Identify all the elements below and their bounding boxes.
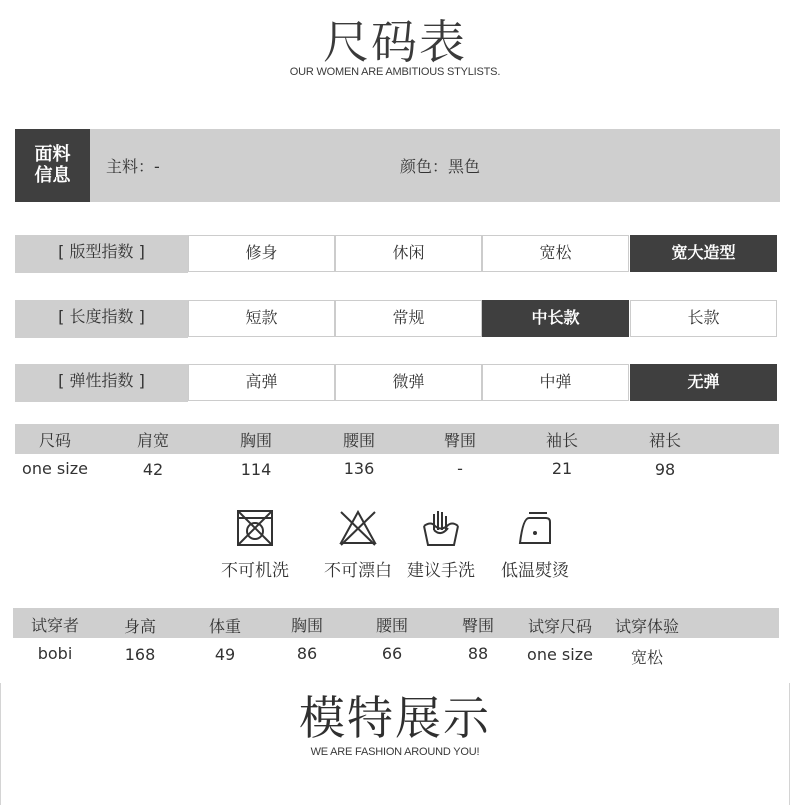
fit-index-label: [ 版型指数 ] bbox=[15, 235, 188, 273]
fabric-tag-line2: 信息 bbox=[34, 165, 71, 186]
care-label-no-machine-wash: 不可机洗 bbox=[221, 561, 289, 581]
elasticity-option-none: 无弹 bbox=[630, 364, 777, 401]
elasticity-option-slight: 微弹 bbox=[335, 364, 482, 401]
size-row-shoulder: 42 bbox=[142, 460, 164, 479]
no-bleach-icon bbox=[338, 508, 378, 548]
elasticity-option-high: 高弹 bbox=[188, 364, 335, 401]
size-header-size: 尺码 bbox=[38, 431, 71, 450]
model-header-trial-size: 试穿尺码 bbox=[527, 617, 592, 636]
model-row-trial-size: one size bbox=[527, 645, 593, 664]
model-header-wearer: 试穿者 bbox=[30, 616, 79, 635]
fit-option-slim: 修身 bbox=[188, 235, 335, 272]
model-header-experience: 试穿体验 bbox=[614, 617, 679, 636]
elasticity-index-row bbox=[15, 364, 779, 402]
size-row-waist: 136 bbox=[343, 459, 375, 478]
size-row-bust: 114 bbox=[240, 460, 272, 479]
size-header-waist: 腰围 bbox=[342, 431, 375, 450]
model-row-wearer: bobi bbox=[37, 644, 73, 663]
model-row-bust: 86 bbox=[296, 644, 318, 663]
model-row-waist: 66 bbox=[381, 644, 403, 663]
care-low-temp-iron bbox=[480, 508, 590, 581]
care-no-machine-wash bbox=[200, 508, 310, 581]
length-option-regular: 常规 bbox=[335, 300, 482, 337]
model-section-title: 模特展示 bbox=[299, 691, 491, 745]
size-header-skirt-length: 裙长 bbox=[648, 431, 681, 450]
page-subtitle: OUR WOMEN ARE AMBITIOUS STYLISTS. bbox=[289, 66, 501, 78]
fabric-tag-line1: 面料 bbox=[34, 144, 71, 165]
care-label-no-bleach: 不可漂白 bbox=[324, 561, 392, 581]
model-header-hip: 臀围 bbox=[461, 616, 494, 635]
low-temp-iron-icon bbox=[515, 508, 555, 548]
fabric-info-tag bbox=[15, 129, 90, 202]
length-option-long: 长款 bbox=[630, 300, 777, 337]
elasticity-index-label: [ 弹性指数 ] bbox=[15, 364, 188, 402]
model-header-height: 身高 bbox=[123, 617, 156, 636]
size-header-hip: 臀围 bbox=[443, 431, 476, 450]
model-section-subtitle: WE ARE FASHION AROUND YOU! bbox=[310, 746, 480, 758]
fit-option-oversized: 宽大造型 bbox=[630, 235, 777, 272]
fit-option-loose: 宽松 bbox=[482, 235, 629, 272]
model-header-weight: 体重 bbox=[208, 617, 241, 636]
no-machine-wash-icon bbox=[235, 508, 275, 548]
model-row-hip: 88 bbox=[467, 644, 489, 663]
length-index-row bbox=[15, 300, 779, 338]
model-row-weight: 49 bbox=[214, 645, 236, 664]
fit-index-row bbox=[15, 235, 779, 273]
fabric-material: 主料：- bbox=[106, 157, 160, 176]
size-row-sleeve: 21 bbox=[551, 459, 573, 478]
model-row-experience: 宽松 bbox=[630, 648, 663, 667]
size-header-shoulder: 肩宽 bbox=[136, 431, 169, 450]
model-row-height: 168 bbox=[124, 645, 156, 664]
care-label-low-temp-iron: 低温熨烫 bbox=[501, 561, 569, 581]
care-label-hand-wash: 建议手洗 bbox=[407, 561, 475, 581]
model-header-waist: 腰围 bbox=[375, 616, 408, 635]
length-option-midi: 中长款 bbox=[482, 300, 629, 337]
model-header-bust: 胸围 bbox=[290, 616, 323, 635]
elasticity-option-medium: 中弹 bbox=[482, 364, 629, 401]
hand-wash-icon bbox=[421, 508, 461, 548]
fabric-color: 颜色：黑色 bbox=[400, 157, 481, 176]
size-row-skirt-length: 98 bbox=[654, 460, 676, 479]
size-header-bust: 胸围 bbox=[239, 431, 272, 450]
size-row-size: one size bbox=[22, 459, 88, 478]
fabric-info-bar bbox=[15, 129, 780, 202]
fit-option-casual: 休闲 bbox=[335, 235, 482, 272]
size-header-sleeve: 袖长 bbox=[545, 431, 578, 450]
length-index-label: [ 长度指数 ] bbox=[15, 300, 188, 338]
page-title: 尺码表 bbox=[323, 15, 467, 69]
size-row-hip: - bbox=[457, 459, 463, 478]
length-option-short: 短款 bbox=[188, 300, 335, 337]
